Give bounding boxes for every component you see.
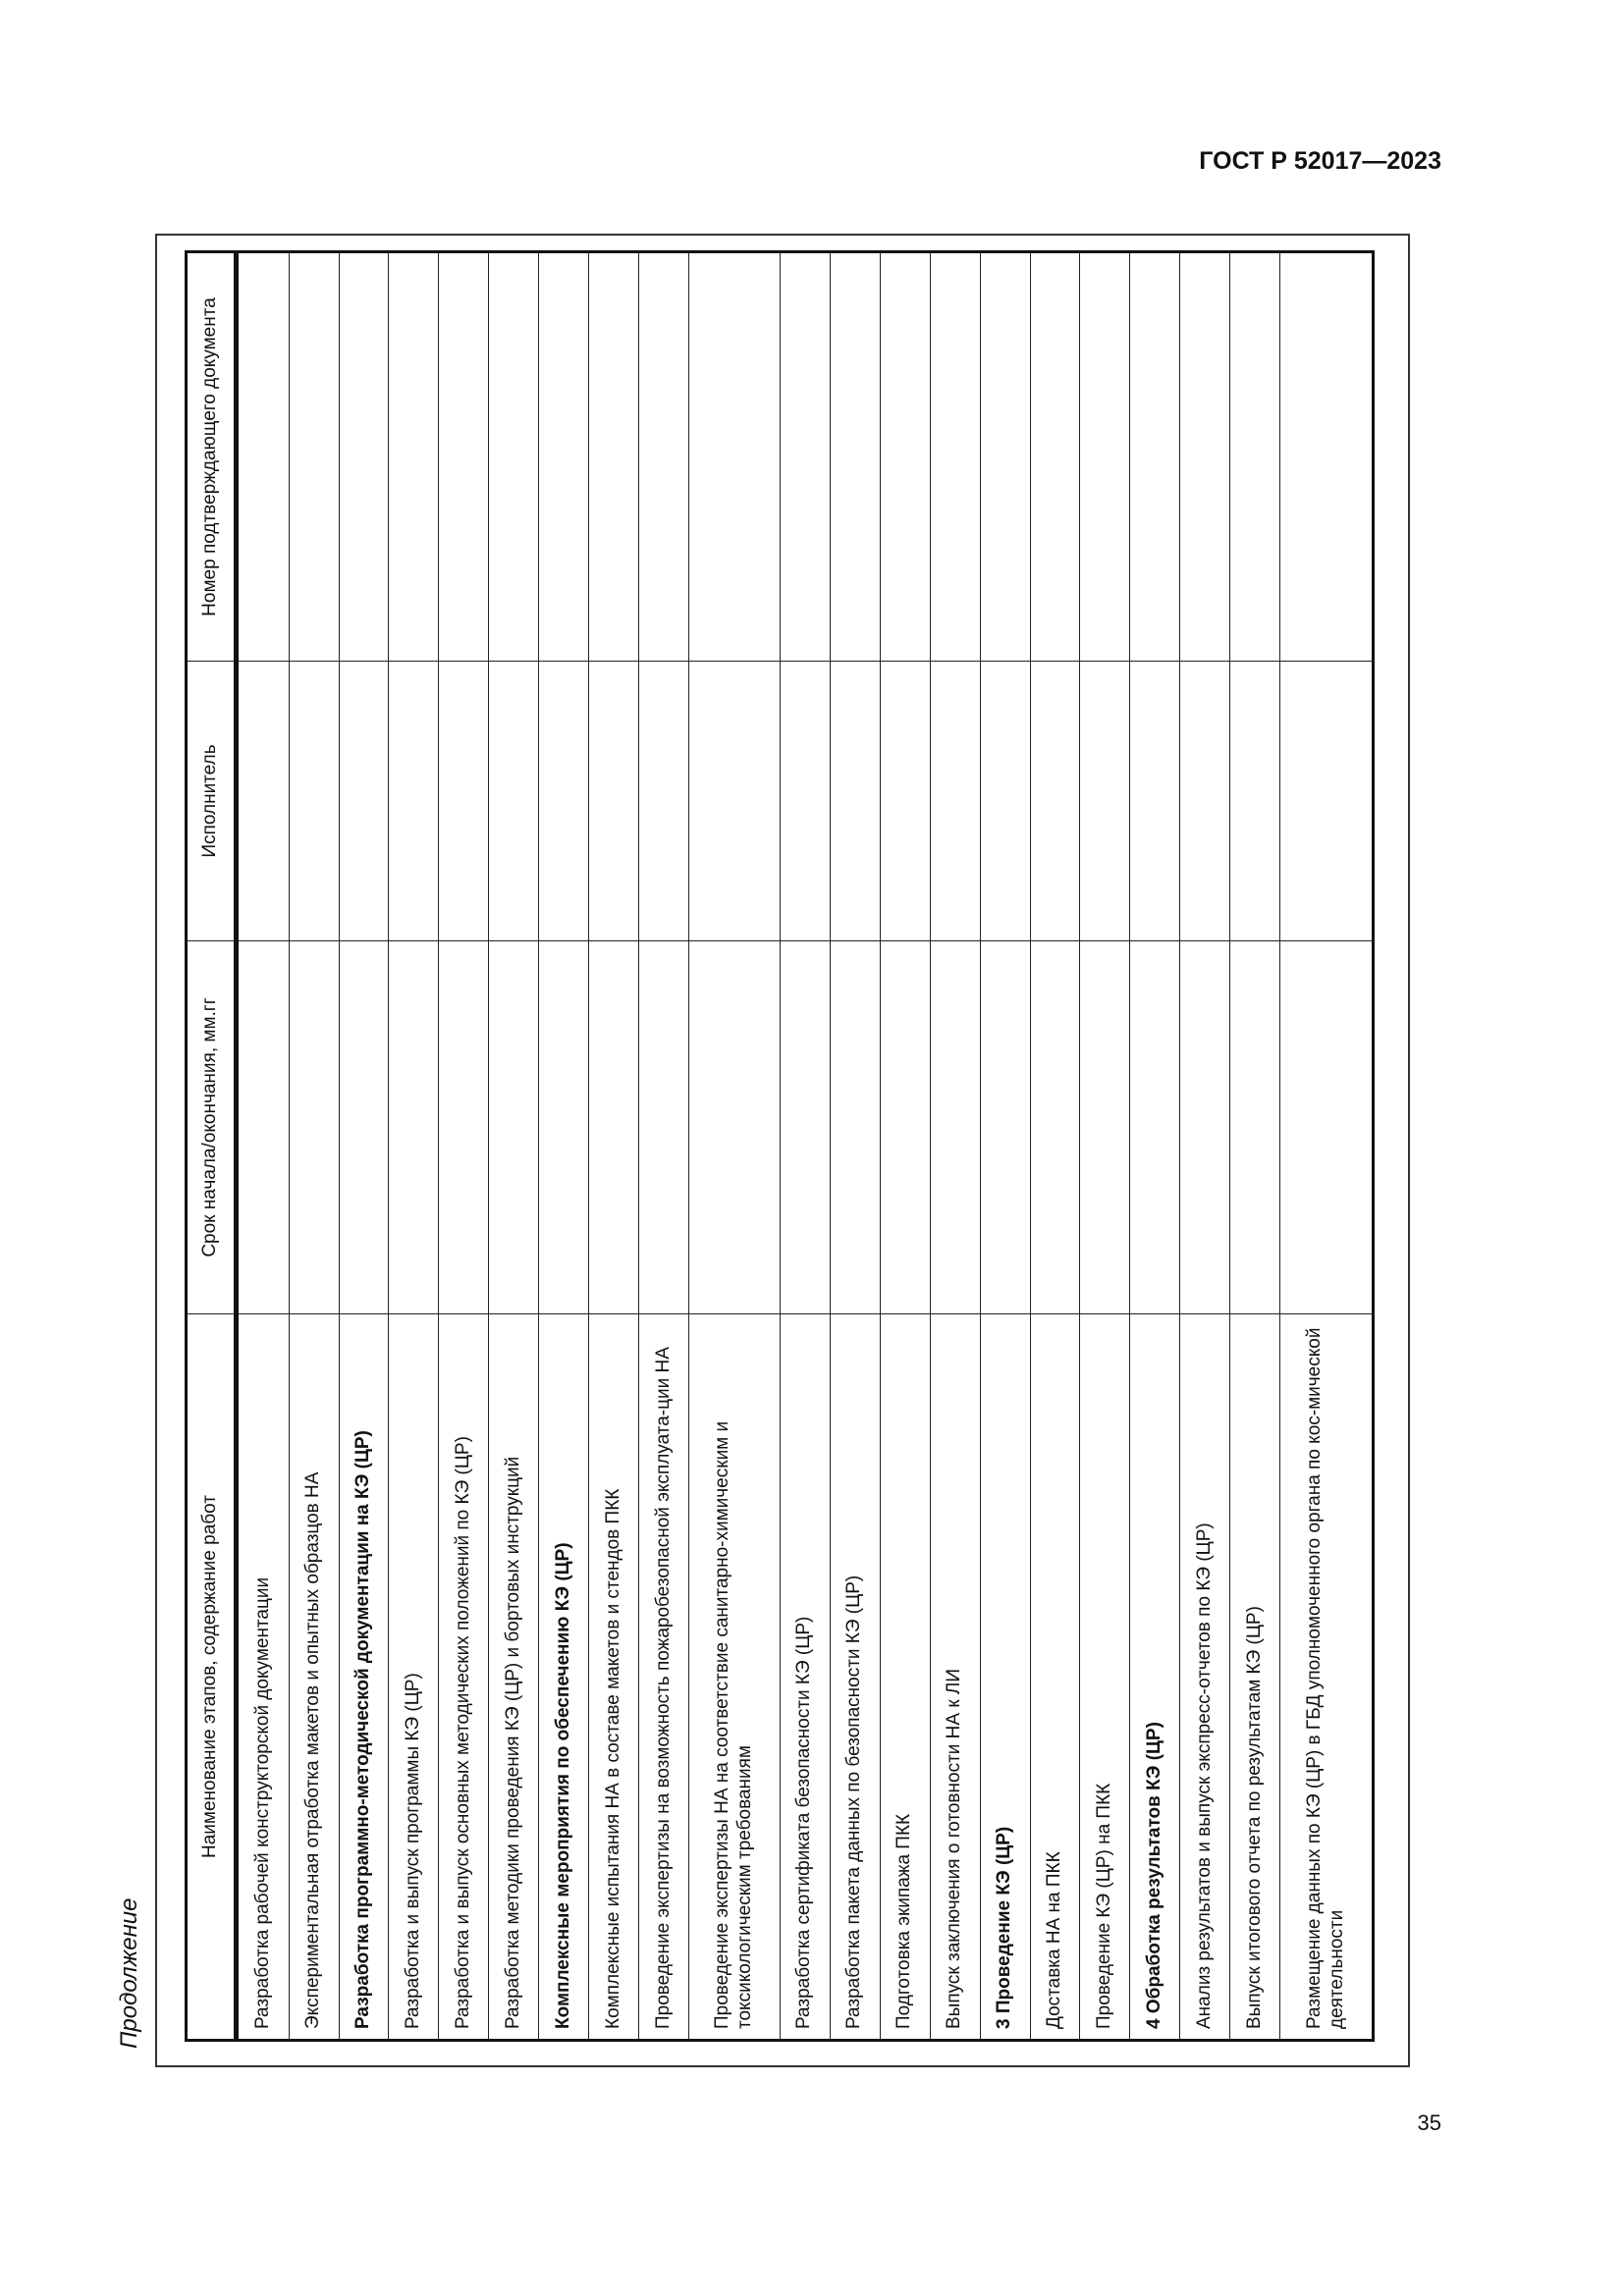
executor-cell xyxy=(930,662,980,941)
stage-name-cell: Выпуск итогового отчета по результатам КЭ (ЦР) xyxy=(1230,1314,1280,2041)
table-row xyxy=(930,252,980,2041)
document-number-cell xyxy=(289,252,339,662)
table-row xyxy=(780,252,830,2041)
work-schedule-table xyxy=(185,250,1375,2042)
dates-cell xyxy=(1280,941,1374,1314)
dates-cell xyxy=(439,941,489,1314)
dates-cell xyxy=(589,941,639,1314)
document-number-cell xyxy=(339,252,389,662)
stage-name-cell: Проведение экспертизы НА на соответствие санитарно-химическим и токсикологическим требованиям xyxy=(689,1314,781,2041)
table-row xyxy=(289,252,339,2041)
continuation-label: Продолжение xyxy=(116,1897,142,2049)
executor-cell xyxy=(689,662,781,941)
document-number-cell xyxy=(1180,252,1230,662)
executor-cell xyxy=(1130,662,1180,941)
stage-name-cell: Разработка программно-методической документации на КЭ (ЦР) xyxy=(339,1314,389,2041)
document-number-cell xyxy=(639,252,689,662)
document-number-cell xyxy=(780,252,830,662)
dates-cell xyxy=(389,941,439,1314)
dates-cell xyxy=(1080,941,1130,1314)
stage-name-cell: 4 Обработка результатов КЭ (ЦР) xyxy=(1130,1314,1180,2041)
executor-cell xyxy=(780,662,830,941)
rotated-table-container xyxy=(185,253,1375,2042)
dates-cell xyxy=(780,941,830,1314)
table-row xyxy=(439,252,489,2041)
executor-cell xyxy=(539,662,589,941)
executor-cell xyxy=(237,662,289,941)
dates-cell xyxy=(489,941,539,1314)
document-number-cell xyxy=(237,252,289,662)
table-row xyxy=(880,252,930,2041)
table-row xyxy=(1280,252,1374,2041)
document-number-cell xyxy=(589,252,639,662)
dates-cell xyxy=(980,941,1030,1314)
document-number-cell xyxy=(389,252,439,662)
executor-cell xyxy=(439,662,489,941)
executor-cell xyxy=(880,662,930,941)
executor-cell xyxy=(1030,662,1080,941)
document-number-cell xyxy=(1130,252,1180,662)
document-number-cell xyxy=(689,252,781,662)
dates-cell xyxy=(1130,941,1180,1314)
page-number: 35 xyxy=(1417,2110,1441,2135)
stage-name-cell: Размещение данных по КЭ (ЦР) в ГБД уполномоченного органа по кос-мической деятельности xyxy=(1280,1314,1374,2041)
stage-name-cell: Выпуск заключения о готовности НА к ЛИ xyxy=(930,1314,980,2041)
document-number-cell xyxy=(539,252,589,662)
table-row xyxy=(539,252,589,2041)
executor-cell xyxy=(980,662,1030,941)
document-number-cell xyxy=(1280,252,1374,662)
table-row xyxy=(237,252,289,2041)
stage-name-cell: Разработка сертификата безопасности КЭ (ЦР) xyxy=(780,1314,830,2041)
document-number-cell xyxy=(830,252,880,662)
dates-cell xyxy=(689,941,781,1314)
stage-name-cell: 3 Проведение КЭ (ЦР) xyxy=(980,1314,1030,2041)
standard-code: ГОСТ Р 52017—2023 xyxy=(1199,147,1441,175)
stage-name-cell: Проведение экспертизы на возможность пожаробезопасной эксплуата-ции НА xyxy=(639,1314,689,2041)
dates-cell xyxy=(1030,941,1080,1314)
stage-name-cell: Экспериментальная отработка макетов и опытных образцов НА xyxy=(289,1314,339,2041)
table-row xyxy=(1030,252,1080,2041)
executor-cell xyxy=(389,662,439,941)
executor-cell xyxy=(589,662,639,941)
stage-name-cell: Разработка пакета данных по безопасности КЭ (ЦР) xyxy=(830,1314,880,2041)
dates-cell xyxy=(339,941,389,1314)
document-number-cell xyxy=(880,252,930,662)
executor-cell xyxy=(639,662,689,941)
table-row xyxy=(389,252,439,2041)
dates-cell xyxy=(639,941,689,1314)
table-row xyxy=(1130,252,1180,2041)
table-row xyxy=(830,252,880,2041)
table-row xyxy=(639,252,689,2041)
table-row xyxy=(1080,252,1130,2041)
dates-cell xyxy=(539,941,589,1314)
document-number-cell xyxy=(1230,252,1280,662)
executor-cell xyxy=(339,662,389,941)
table-row xyxy=(339,252,389,2041)
col-header-dates: Срок начала/окончания, мм.гг xyxy=(187,941,235,1314)
stage-name-cell: Разработка рабочей конструкторской документации xyxy=(237,1314,289,2041)
executor-cell xyxy=(1230,662,1280,941)
dates-cell xyxy=(237,941,289,1314)
executor-cell xyxy=(1080,662,1130,941)
table-row xyxy=(1180,252,1230,2041)
dates-cell xyxy=(1180,941,1230,1314)
table-body xyxy=(237,252,1373,2041)
stage-name-cell: Комплексные мероприятия по обеспечению КЭ (ЦР) xyxy=(539,1314,589,2041)
dates-cell xyxy=(289,941,339,1314)
executor-cell xyxy=(830,662,880,941)
dates-cell xyxy=(880,941,930,1314)
dates-cell xyxy=(930,941,980,1314)
executor-cell xyxy=(489,662,539,941)
stage-name-cell: Анализ результатов и выпуск экспресс-отчетов по КЭ (ЦР) xyxy=(1180,1314,1230,2041)
document-number-cell xyxy=(980,252,1030,662)
stage-name-cell: Комплексные испытания НА в составе макетов и стендов ПКК xyxy=(589,1314,639,2041)
table-row xyxy=(589,252,639,2041)
stage-name-cell: Разработка и выпуск основных методических положений по КЭ (ЦР) xyxy=(439,1314,489,2041)
col-header-document-number: Номер подтверждающего документа xyxy=(187,252,235,662)
table-row xyxy=(489,252,539,2041)
stage-name-cell: Подготовка экипажа ПКК xyxy=(880,1314,930,2041)
executor-cell xyxy=(1280,662,1374,941)
dates-cell xyxy=(1230,941,1280,1314)
table-header-row xyxy=(187,252,235,2041)
stage-name-cell: Разработка методики проведения КЭ (ЦР) и бортовых инструкций xyxy=(489,1314,539,2041)
table-row xyxy=(980,252,1030,2041)
executor-cell xyxy=(289,662,339,941)
document-number-cell xyxy=(1080,252,1130,662)
document-number-cell xyxy=(489,252,539,662)
dates-cell xyxy=(830,941,880,1314)
stage-name-cell: Проведение КЭ (ЦР) на ПКК xyxy=(1080,1314,1130,2041)
document-number-cell xyxy=(930,252,980,662)
col-header-stage-name: Наименование этапов, содержание работ xyxy=(187,1314,235,2041)
table-row xyxy=(689,252,781,2041)
col-header-executor: Исполнитель xyxy=(187,662,235,941)
document-number-cell xyxy=(439,252,489,662)
executor-cell xyxy=(1180,662,1230,941)
table-row xyxy=(1230,252,1280,2041)
stage-name-cell: Разработка и выпуск программы КЭ (ЦР) xyxy=(389,1314,439,2041)
stage-name-cell: Доставка НА на ПКК xyxy=(1030,1314,1080,2041)
document-number-cell xyxy=(1030,252,1080,662)
